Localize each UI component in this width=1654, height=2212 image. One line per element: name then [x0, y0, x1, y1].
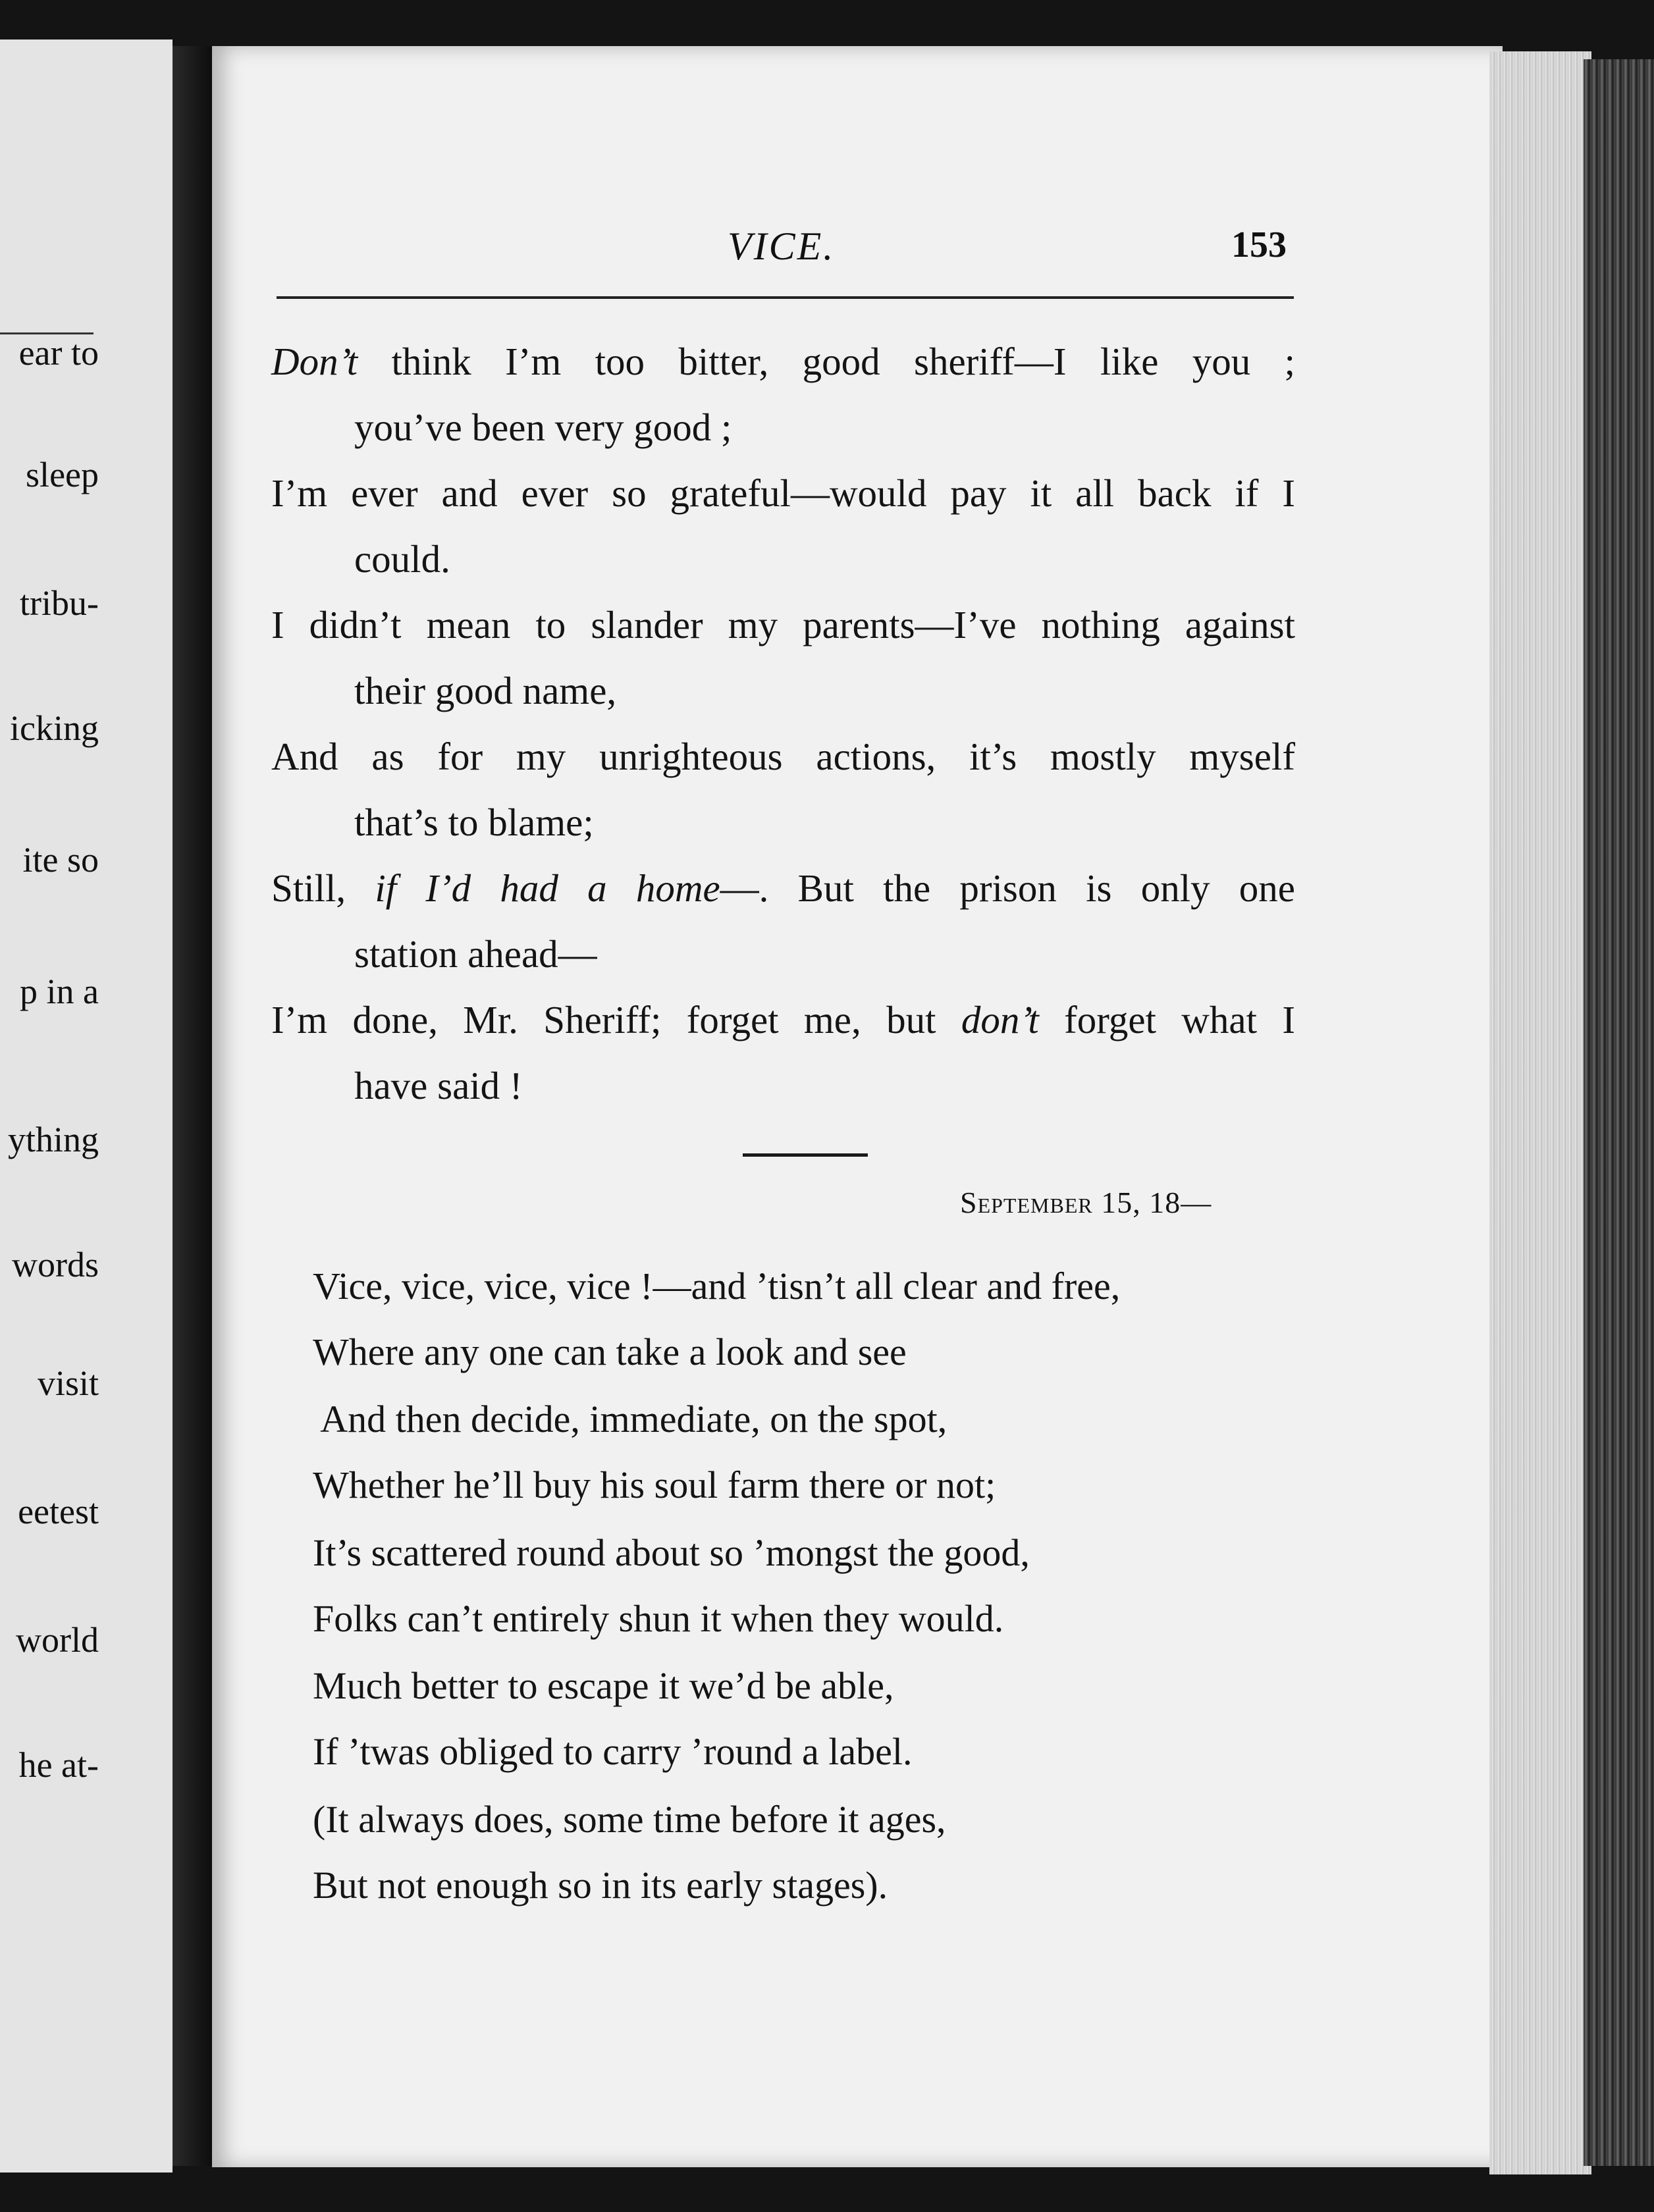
- poem-line: (It always does, some time before it ages,: [313, 1798, 946, 1841]
- poem-line: Folks can’t entirely shun it when they would.: [313, 1597, 1004, 1640]
- line-text: —. But the prison is only one: [720, 866, 1295, 910]
- line-text: you’ve been very good ;: [354, 406, 732, 449]
- poem-line: [271, 339, 1295, 384]
- header-rule: [277, 296, 1294, 299]
- poem-line: [271, 866, 1295, 911]
- line-text: have said !: [354, 1064, 523, 1107]
- poem-line: [354, 800, 594, 845]
- line-text: And as for my unrighteous actions, it’s mostly myself: [271, 735, 1295, 778]
- line-text: I’m ever and ever so grateful—would pay it all back if I: [271, 471, 1295, 515]
- line-text: Still,: [271, 866, 375, 910]
- facing-page-line: ear to: [18, 333, 99, 373]
- section-divider: [743, 1153, 868, 1157]
- facing-page-line: ite so: [22, 840, 99, 880]
- poem-line: If ’twas obliged to carry ’round a label.: [313, 1730, 913, 1773]
- poem-line: [354, 537, 450, 582]
- poem-line: Where any one can take a look and see: [313, 1330, 907, 1373]
- italic-text: don’t: [961, 998, 1039, 1041]
- line-text: I didn’t mean to slander my parents—I’ve nothing against: [271, 603, 1295, 646]
- poem-line: [354, 405, 732, 450]
- line-text: their good name,: [354, 669, 617, 712]
- line-text: that’s to blame;: [354, 801, 594, 844]
- facing-page-line: visit: [37, 1363, 99, 1403]
- facing-page-line: eetest: [18, 1492, 99, 1531]
- book-gutter: [173, 46, 212, 2166]
- line-text: think I’m too bitter, good sheriff—I like you ;: [358, 340, 1295, 383]
- poem-line: [354, 668, 616, 714]
- poem-line: [271, 602, 1295, 648]
- italic-text: if I’d had a home: [375, 866, 720, 910]
- poem-line: [271, 997, 1295, 1043]
- facing-page-line: p in a: [20, 972, 99, 1011]
- italic-text: Don’t: [271, 340, 358, 383]
- poem-line: [271, 734, 1295, 779]
- facing-page-line: ything: [7, 1120, 99, 1159]
- page-number: 153: [1231, 224, 1287, 265]
- page-edges: [1489, 51, 1591, 2174]
- poem-line: [271, 471, 1295, 516]
- facing-page-line: sleep: [26, 455, 99, 494]
- facing-page-line: words: [12, 1245, 99, 1284]
- facing-page-line: he at-: [18, 1745, 99, 1785]
- poem-line: And then decide, immediate, on the spot,: [313, 1398, 947, 1440]
- dateline: September 15, 18—: [960, 1186, 1212, 1219]
- book-cover-edge: [1584, 59, 1654, 2166]
- line-text: forget what I: [1038, 998, 1295, 1041]
- poem-line: Much better to escape it we’d be able,: [313, 1664, 894, 1707]
- poem-line: [354, 1063, 523, 1109]
- poem-line: [354, 932, 597, 977]
- line-text: I’m done, Mr. Sheriff; forget me, but: [271, 998, 961, 1041]
- poem-line: Vice, vice, vice, vice !—and ’tisn’t all clear and free,: [313, 1265, 1121, 1307]
- poem-line: Whether he’ll buy his soul farm there or not;: [313, 1463, 996, 1506]
- running-head: VICE.: [728, 224, 836, 268]
- line-text: could.: [354, 537, 450, 581]
- poem-line: But not enough so in its early stages).: [313, 1864, 888, 1907]
- facing-page-line: icking: [10, 708, 99, 748]
- facing-page-line: tribu-: [20, 583, 99, 623]
- poem-line: It’s scattered round about so ’mongst the good,: [313, 1531, 1030, 1574]
- facing-page-line: world: [16, 1620, 99, 1660]
- line-text: station ahead—: [354, 932, 597, 976]
